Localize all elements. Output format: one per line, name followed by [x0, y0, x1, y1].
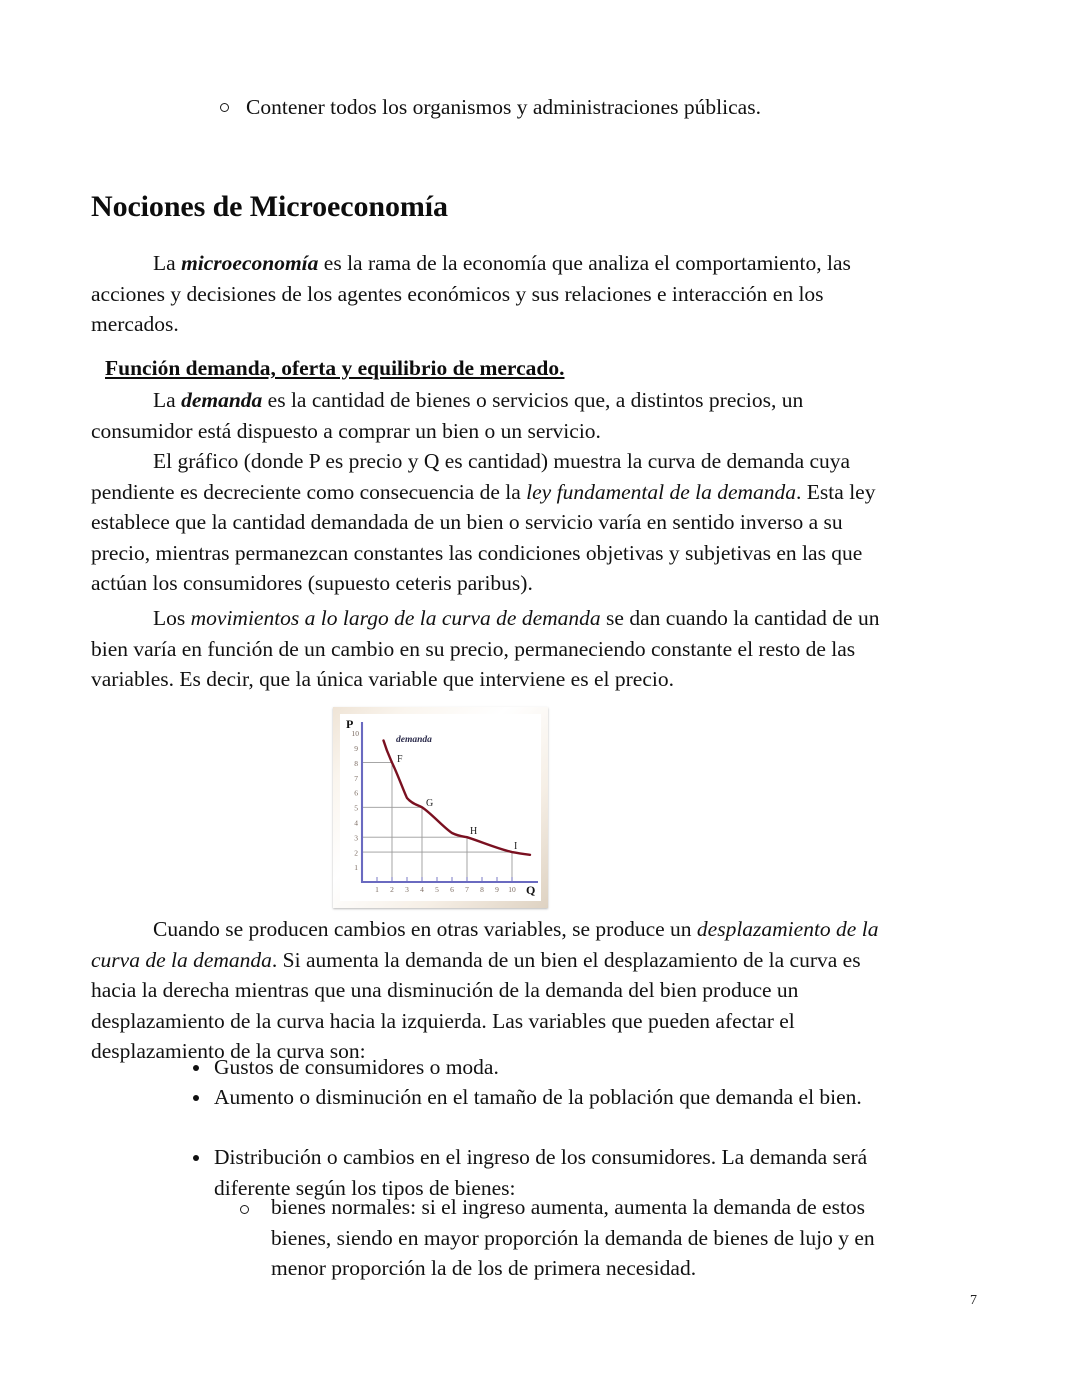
point-label-F: F — [397, 754, 403, 765]
paragraph-part1: El gráfico (donde P es precio y Q es cantidad) muestra la curva de demanda cuya pendiente es decreciente como consecuencia de la — [91, 449, 851, 504]
x-axis-title: Q — [526, 883, 536, 897]
y-tick-labels — [352, 729, 360, 872]
list-item — [193, 1052, 898, 1083]
paragraph-part1: Los — [153, 606, 191, 630]
emphasis-demanda: demanda — [181, 388, 263, 412]
vertical-gridlines — [392, 763, 512, 882]
disc-bullet-icon — [193, 1052, 214, 1083]
list-item-label: Distribución o cambios en el ingreso de los consumidores. La demanda será diferente según los tipos de bienes: — [214, 1145, 868, 1200]
paragraph-part1: Cuando se producen cambios en otras variables, se produce un — [153, 917, 697, 941]
section-subheading: Función demanda, oferta y equilibrio de mercado. — [105, 356, 565, 380]
paragraph-part2: se dan cuando la cantidad de un bien varía en función de un cambio en su precio, permaneciendo constante el resto de las variables. Es decir, que la única variable que interviene es el precio. — [91, 606, 880, 691]
svg-text:6: 6 — [450, 885, 454, 894]
list-item-label: Contener todos los organismos y administraciones públicas. — [246, 95, 761, 119]
svg-text:5: 5 — [435, 885, 439, 894]
disc-bullet-icon — [193, 1082, 214, 1113]
paragraph-grafico — [91, 446, 901, 599]
page-number: 7 — [970, 1293, 977, 1308]
paragraph-microeconomia — [91, 248, 901, 340]
list-item-label: Gustos de consumidores o moda. — [214, 1055, 499, 1079]
list-item — [240, 1192, 895, 1284]
paragraph-desplazamiento — [91, 914, 901, 1067]
svg-text:9: 9 — [495, 885, 499, 894]
circle-bullet-icon — [220, 92, 246, 123]
emphasis-movimientos: movimientos a lo largo de la curva de demanda — [190, 606, 601, 630]
svg-text:3: 3 — [354, 833, 358, 843]
circle-bullet-icon — [240, 1192, 271, 1284]
svg-text:7: 7 — [354, 773, 358, 783]
svg-text:5: 5 — [354, 803, 358, 813]
point-label-I: I — [514, 841, 518, 852]
curve-label: demanda — [396, 735, 432, 745]
svg-text:10: 10 — [351, 729, 359, 739]
svg-text:1: 1 — [354, 863, 358, 873]
svg-text:9: 9 — [354, 744, 358, 753]
page-title: Nociones de Microeconomía — [91, 190, 448, 223]
paragraph-lead: La — [153, 388, 182, 412]
svg-text:4: 4 — [354, 818, 358, 828]
paragraph-demanda — [91, 385, 901, 446]
list-item — [220, 92, 900, 123]
paragraph-part2: . Si aumenta la demanda de un bien el desplazamiento de la curva es hacia la derecha mientras que una disminución de la demanda del bien produce un desplazamiento de la curva hacia la izquierda. Las variables que pueden afectar el desplazamiento de la curva son: — [91, 947, 861, 1063]
horizontal-gridlines — [362, 763, 512, 853]
svg-text:6: 6 — [354, 788, 358, 798]
demand-curve-line — [384, 741, 531, 855]
svg-text:3: 3 — [405, 885, 409, 894]
svg-text:2: 2 — [390, 885, 394, 894]
demand-curve-figure — [333, 707, 548, 908]
svg-text:8: 8 — [480, 885, 484, 894]
paragraph-lead: La — [153, 251, 182, 275]
point-label-G: G — [426, 798, 434, 809]
paragraph-rest: es la rama de la economía que analiza el comportamiento, las acciones y decisiones de los agentes económicos y sus relaciones e interacción en los mercados. — [91, 251, 851, 336]
chart-canvas — [340, 714, 541, 901]
emphasis-ley-fundamental: ley fundamental de la demanda — [526, 479, 797, 504]
demand-curve-chart — [340, 714, 541, 901]
emphasis-microeconomia: microeconomía — [181, 251, 319, 275]
svg-text:8: 8 — [354, 758, 358, 768]
point-label-H: H — [470, 826, 478, 837]
list-item-label: Aumento o disminución en el tamaño de la población que demanda el bien. — [214, 1085, 862, 1109]
emphasis-desplazamiento: desplazamiento de la curva de la demanda — [91, 917, 879, 972]
list-item — [193, 1082, 898, 1113]
svg-text:4: 4 — [420, 885, 424, 894]
svg-text:7: 7 — [465, 885, 469, 894]
svg-text:10: 10 — [508, 885, 516, 894]
svg-text:1: 1 — [375, 885, 379, 894]
paragraph-movimientos — [91, 603, 901, 695]
x-tick-labels — [375, 885, 516, 894]
y-axis-title: P — [346, 717, 354, 731]
disc-bullet-icon — [193, 1142, 214, 1203]
list-item-label: bienes normales: si el ingreso aumenta, aumenta la demanda de estos bienes, siendo en mayor proporción la demanda de bienes de lujo y en menor proporción la de los de primera necesidad. — [271, 1195, 875, 1280]
paragraph-rest: es la cantidad de bienes o servicios que, a distintos precios, un consumidor está dispuesto a comprar un bien o un servicio. — [91, 388, 804, 443]
svg-text:2: 2 — [354, 848, 358, 858]
paragraph-part2: . Esta ley establece que la cantidad demandada de un bien o servicio varía en sentido inverso a su precio, mientras permanezcan constantes las condiciones objetivas y subjetivas en las que actúan los consumidores (supuesto ceteris paribus). — [91, 479, 876, 595]
